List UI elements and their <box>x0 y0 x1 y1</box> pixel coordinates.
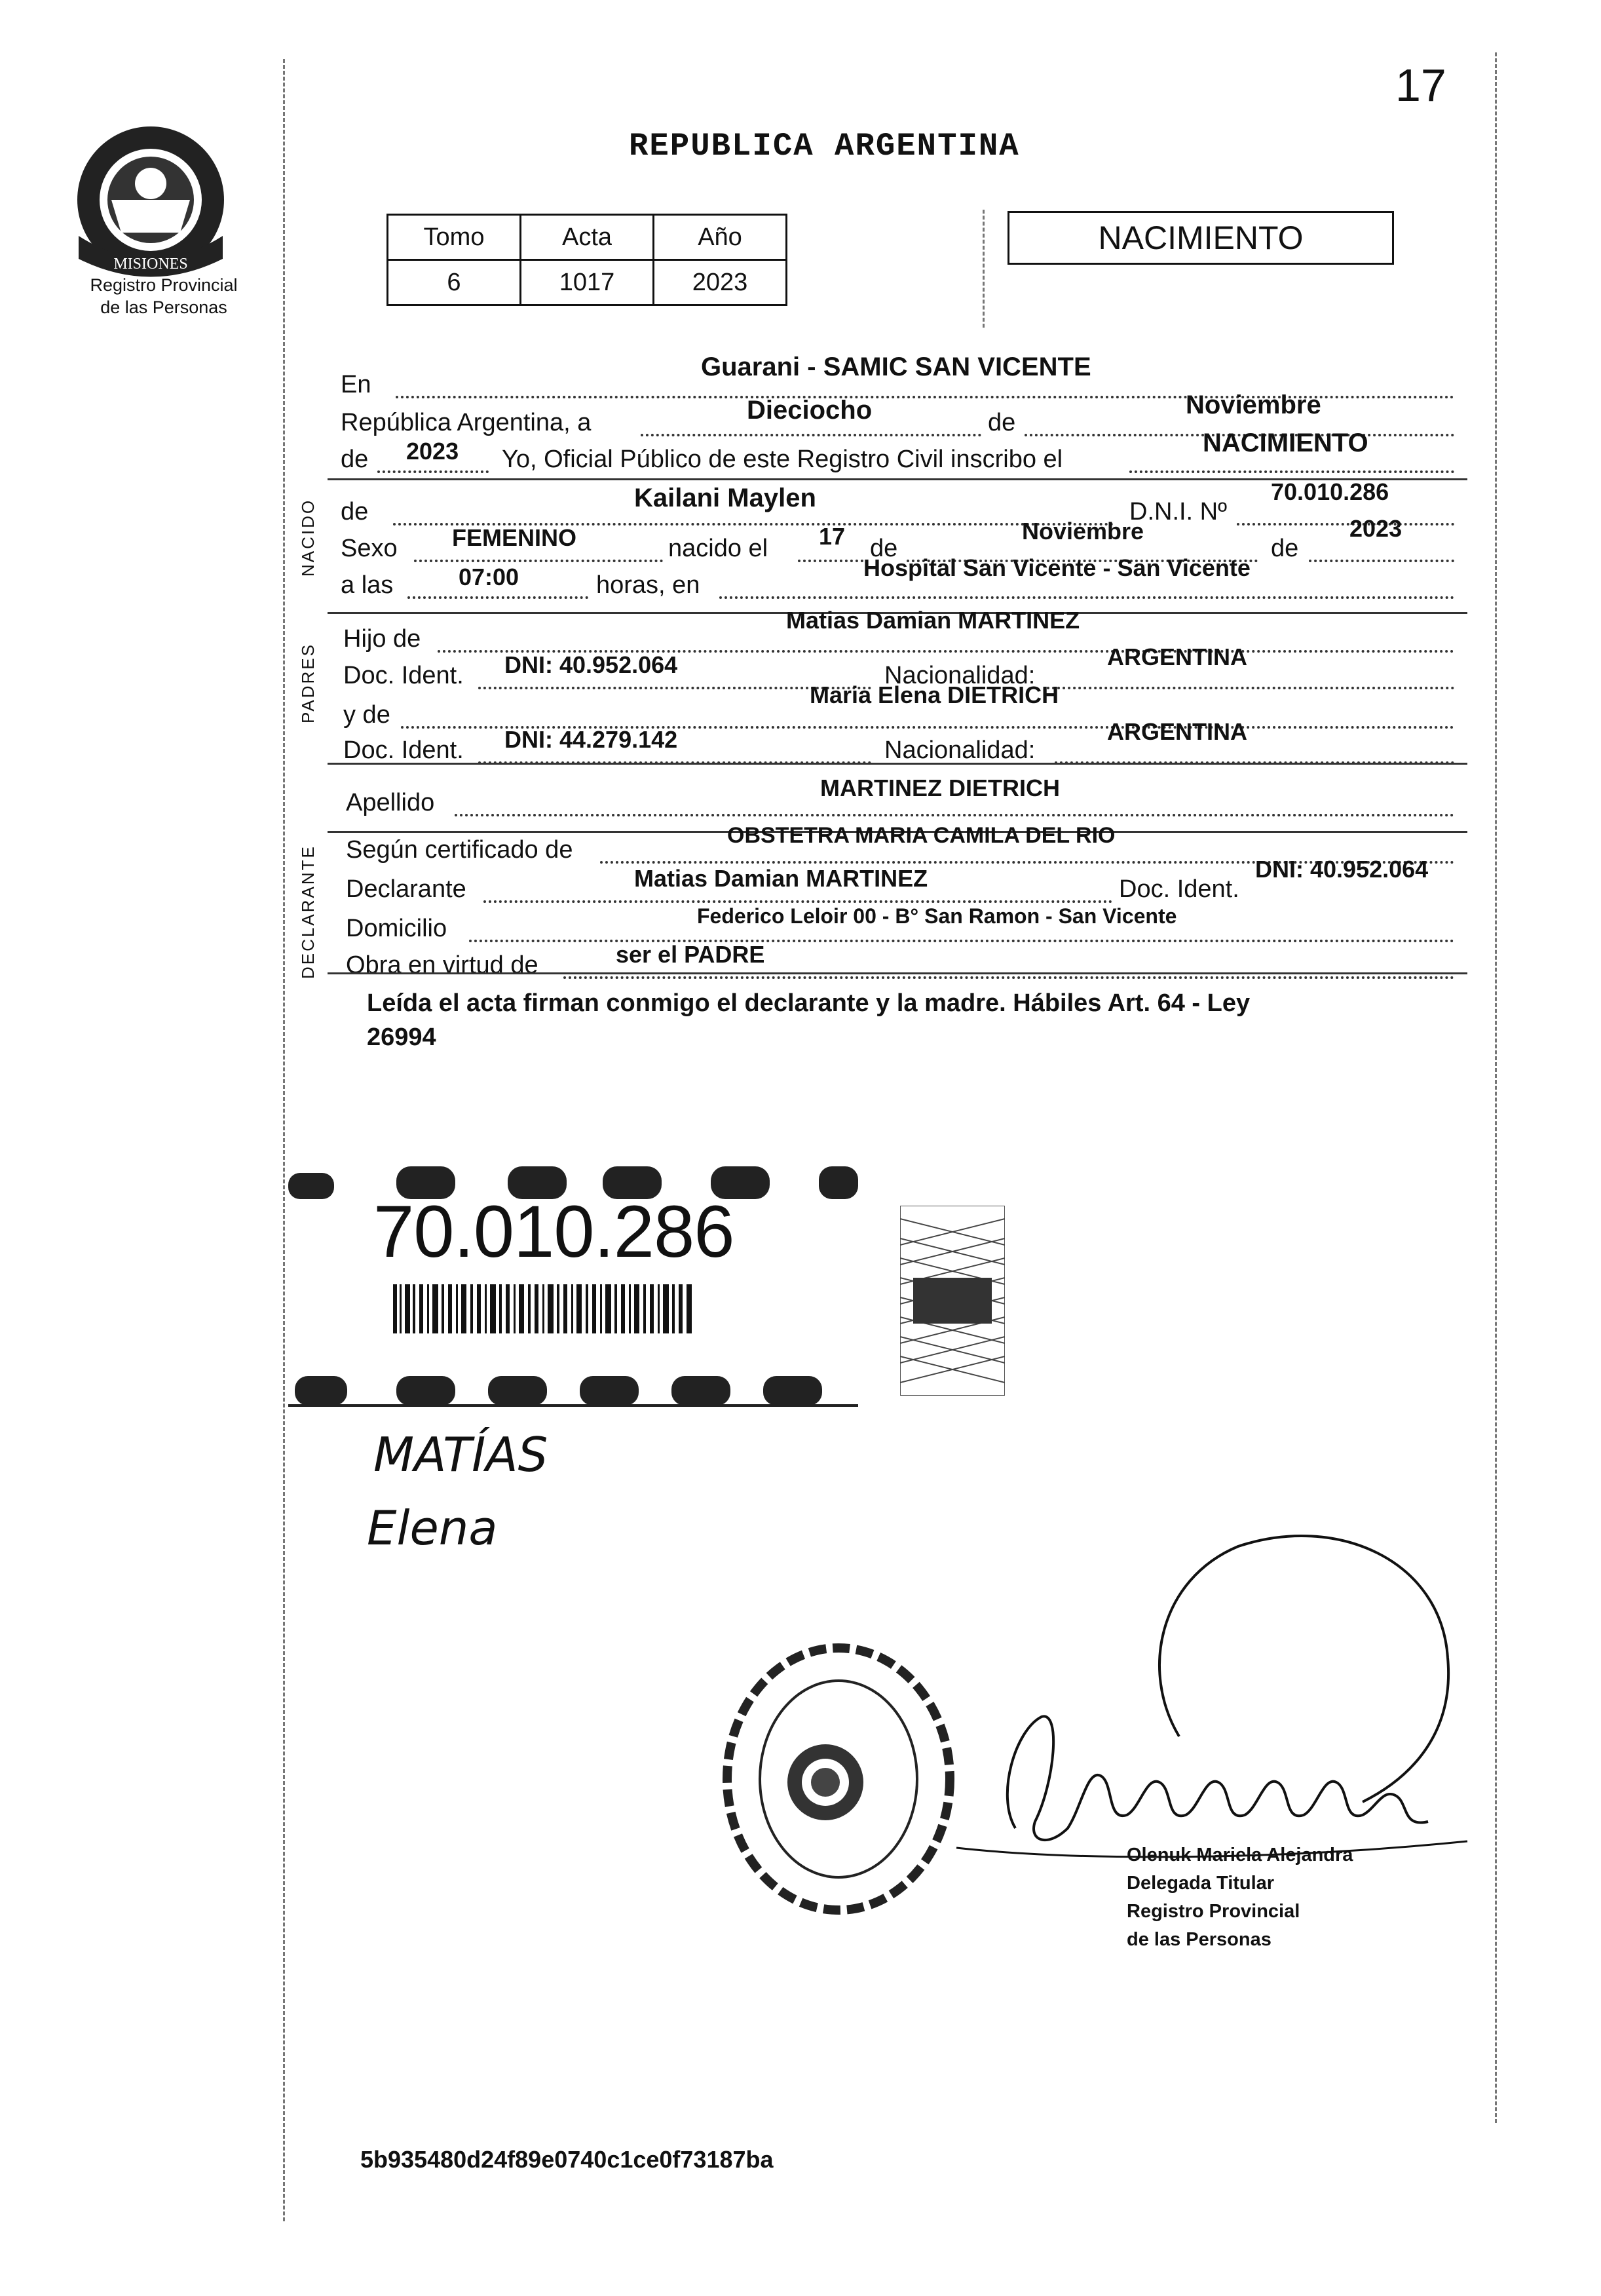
label-de: de <box>341 498 369 526</box>
section-label-nacido: NACIDO <box>298 498 318 577</box>
value-nac-anio: 2023 <box>1349 515 1403 542</box>
label-de: de <box>870 535 898 562</box>
value-madre-nac: ARGENTINA <box>1107 718 1247 745</box>
value-dia-texto: Dieciocho <box>747 396 873 425</box>
dotted-line <box>1237 523 1454 526</box>
label-de: de <box>1271 535 1299 562</box>
signature <box>943 1520 1494 1887</box>
signer-org-line2: de las Personas <box>1127 1929 1271 1950</box>
value-nac-dia: 17 <box>819 523 846 550</box>
provincia-misiones-logo <box>66 111 236 295</box>
value-lugar-nac: Hospital San Vicente - San Vicente <box>863 554 1251 581</box>
table-value-anio: 2023 <box>654 260 787 305</box>
barcode <box>393 1284 694 1333</box>
center-divider-line <box>983 210 985 328</box>
value-declarante-doc: DNI: 40.952.064 <box>1255 856 1429 883</box>
handwritten-name-2: Elena <box>367 1501 498 1556</box>
value-madre: Maria Elena DIETRICH <box>810 681 1059 708</box>
section-label-declarante: DECLARANTE <box>298 845 318 979</box>
table-header-tomo: Tomo <box>388 215 521 260</box>
record-type-box: NACIMIENTO <box>1008 211 1394 265</box>
svg-text:MISIONES: MISIONES <box>113 256 188 273</box>
signer-org-line1: Registro Provincial <box>1127 1901 1300 1922</box>
label-doc-ident: Doc. Ident. <box>343 737 464 764</box>
label-declarante: Declarante <box>346 875 466 903</box>
official-seal <box>714 1638 963 1920</box>
label-yo-oficial: Yo, Oficial Público de este Registro Civil inscribo el <box>502 446 1063 473</box>
table-header-acta: Acta <box>521 215 654 260</box>
value-virtud: ser el PADRE <box>616 941 765 968</box>
label-en: En <box>341 371 371 398</box>
dotted-line <box>414 560 663 562</box>
label-y-de: y de <box>343 701 390 729</box>
registry-label-line1: Registro Provincial <box>90 275 238 295</box>
table-value-acta: 1017 <box>521 260 654 305</box>
label-dni: D.N.I. Nº <box>1129 498 1227 526</box>
dotted-line <box>719 596 1454 599</box>
sticker-id-number: 70.010.286 <box>373 1191 734 1272</box>
value-declarante: Matias Damian MARTINEZ <box>634 865 928 892</box>
registry-label-line2: de las Personas <box>100 297 227 317</box>
registry-label <box>59 274 269 318</box>
value-mes: Noviembre <box>1186 391 1321 419</box>
signer-name: Olenuk Mariela Alejandra <box>1127 1845 1353 1866</box>
dotted-line <box>377 470 489 473</box>
label-republica: República Argentina, a <box>341 409 592 436</box>
table-header-anio: Año <box>654 215 787 260</box>
closing-line2: 26994 <box>367 1024 436 1051</box>
value-nac-mes: Noviembre <box>1022 518 1144 545</box>
dotted-line <box>483 900 1112 903</box>
country-title: REPUBLICA ARGENTINA <box>629 128 1020 164</box>
label-doc-ident: Doc. Ident. <box>1119 875 1239 903</box>
signer-title: Delegada Titular <box>1127 1873 1275 1894</box>
label-domicilio: Domicilio <box>346 915 447 942</box>
value-nombre: Kailani Maylen <box>634 484 816 512</box>
label-apellido: Apellido <box>346 789 435 816</box>
label-a-las: a las <box>341 571 394 599</box>
value-sexo: FEMENINO <box>452 524 577 551</box>
value-padre: Matias Damian MARTINEZ <box>786 607 1080 634</box>
footer-hash: 5b935480d24f89e0740c1ce0f73187ba <box>360 2146 774 2173</box>
value-acto: NACIMIENTO <box>1203 429 1368 457</box>
label-sexo: Sexo <box>341 535 398 562</box>
dotted-line <box>798 560 863 562</box>
right-margin-line <box>1495 52 1497 2123</box>
label-nacido-el: nacido el <box>668 535 768 562</box>
handwritten-name-1: MATÍAS <box>373 1427 548 1482</box>
value-anio: 2023 <box>406 438 459 465</box>
value-certificado: OBSTETRA MARIA CAMILA DEL RIO <box>727 823 1116 848</box>
label-obra-en-virtud: Obra en virtud de <box>346 951 538 979</box>
label-segun-certificado: Según certificado de <box>346 836 573 864</box>
closing-statement <box>367 986 1480 1054</box>
value-dni: 70.010.286 <box>1271 478 1389 505</box>
hologram-pattern <box>900 1206 1005 1396</box>
label-nacionalidad: Nacionalidad: <box>884 737 1036 764</box>
value-padre-doc: DNI: 40.952.064 <box>504 651 678 678</box>
label-nacionalidad: Nacionalidad: <box>884 662 1036 689</box>
signature-block <box>1127 1841 1353 1954</box>
label-hijo-de: Hijo de <box>343 625 421 653</box>
value-domicilio: Federico Leloir 00 - B° San Ramon - San Vicente <box>697 904 1177 928</box>
label-de: de <box>988 409 1016 436</box>
value-lugar: Guarani - SAMIC SAN VICENTE <box>701 353 1091 381</box>
closing-line1: Leída el acta firman conmigo el declarante y la madre. Hábiles Art. 64 - Ley <box>367 989 1251 1017</box>
table-value-tomo: 6 <box>388 260 521 305</box>
section-separator <box>328 972 1467 974</box>
dotted-line <box>407 596 588 599</box>
label-doc-ident: Doc. Ident. <box>343 662 464 689</box>
label-de: de <box>341 446 369 473</box>
left-margin-line <box>283 59 285 2221</box>
page-number: 17 <box>1395 60 1446 111</box>
dotted-line <box>563 976 1454 979</box>
dotted-line <box>455 814 1454 816</box>
section-label-padres: PADRES <box>298 643 318 723</box>
value-hora: 07:00 <box>459 564 519 590</box>
tomo-acta-anio-table <box>386 214 787 306</box>
dotted-line <box>1129 470 1454 473</box>
dotted-line <box>1309 560 1454 562</box>
section-separator <box>328 763 1467 765</box>
value-apellido: MARTINEZ DIETRICH <box>820 775 1060 801</box>
dotted-line <box>1047 687 1454 689</box>
value-madre-doc: DNI: 44.279.142 <box>504 726 678 753</box>
dotted-line <box>641 434 981 436</box>
value-padre-nac: ARGENTINA <box>1107 643 1247 670</box>
label-horas-en: horas, en <box>596 571 700 599</box>
